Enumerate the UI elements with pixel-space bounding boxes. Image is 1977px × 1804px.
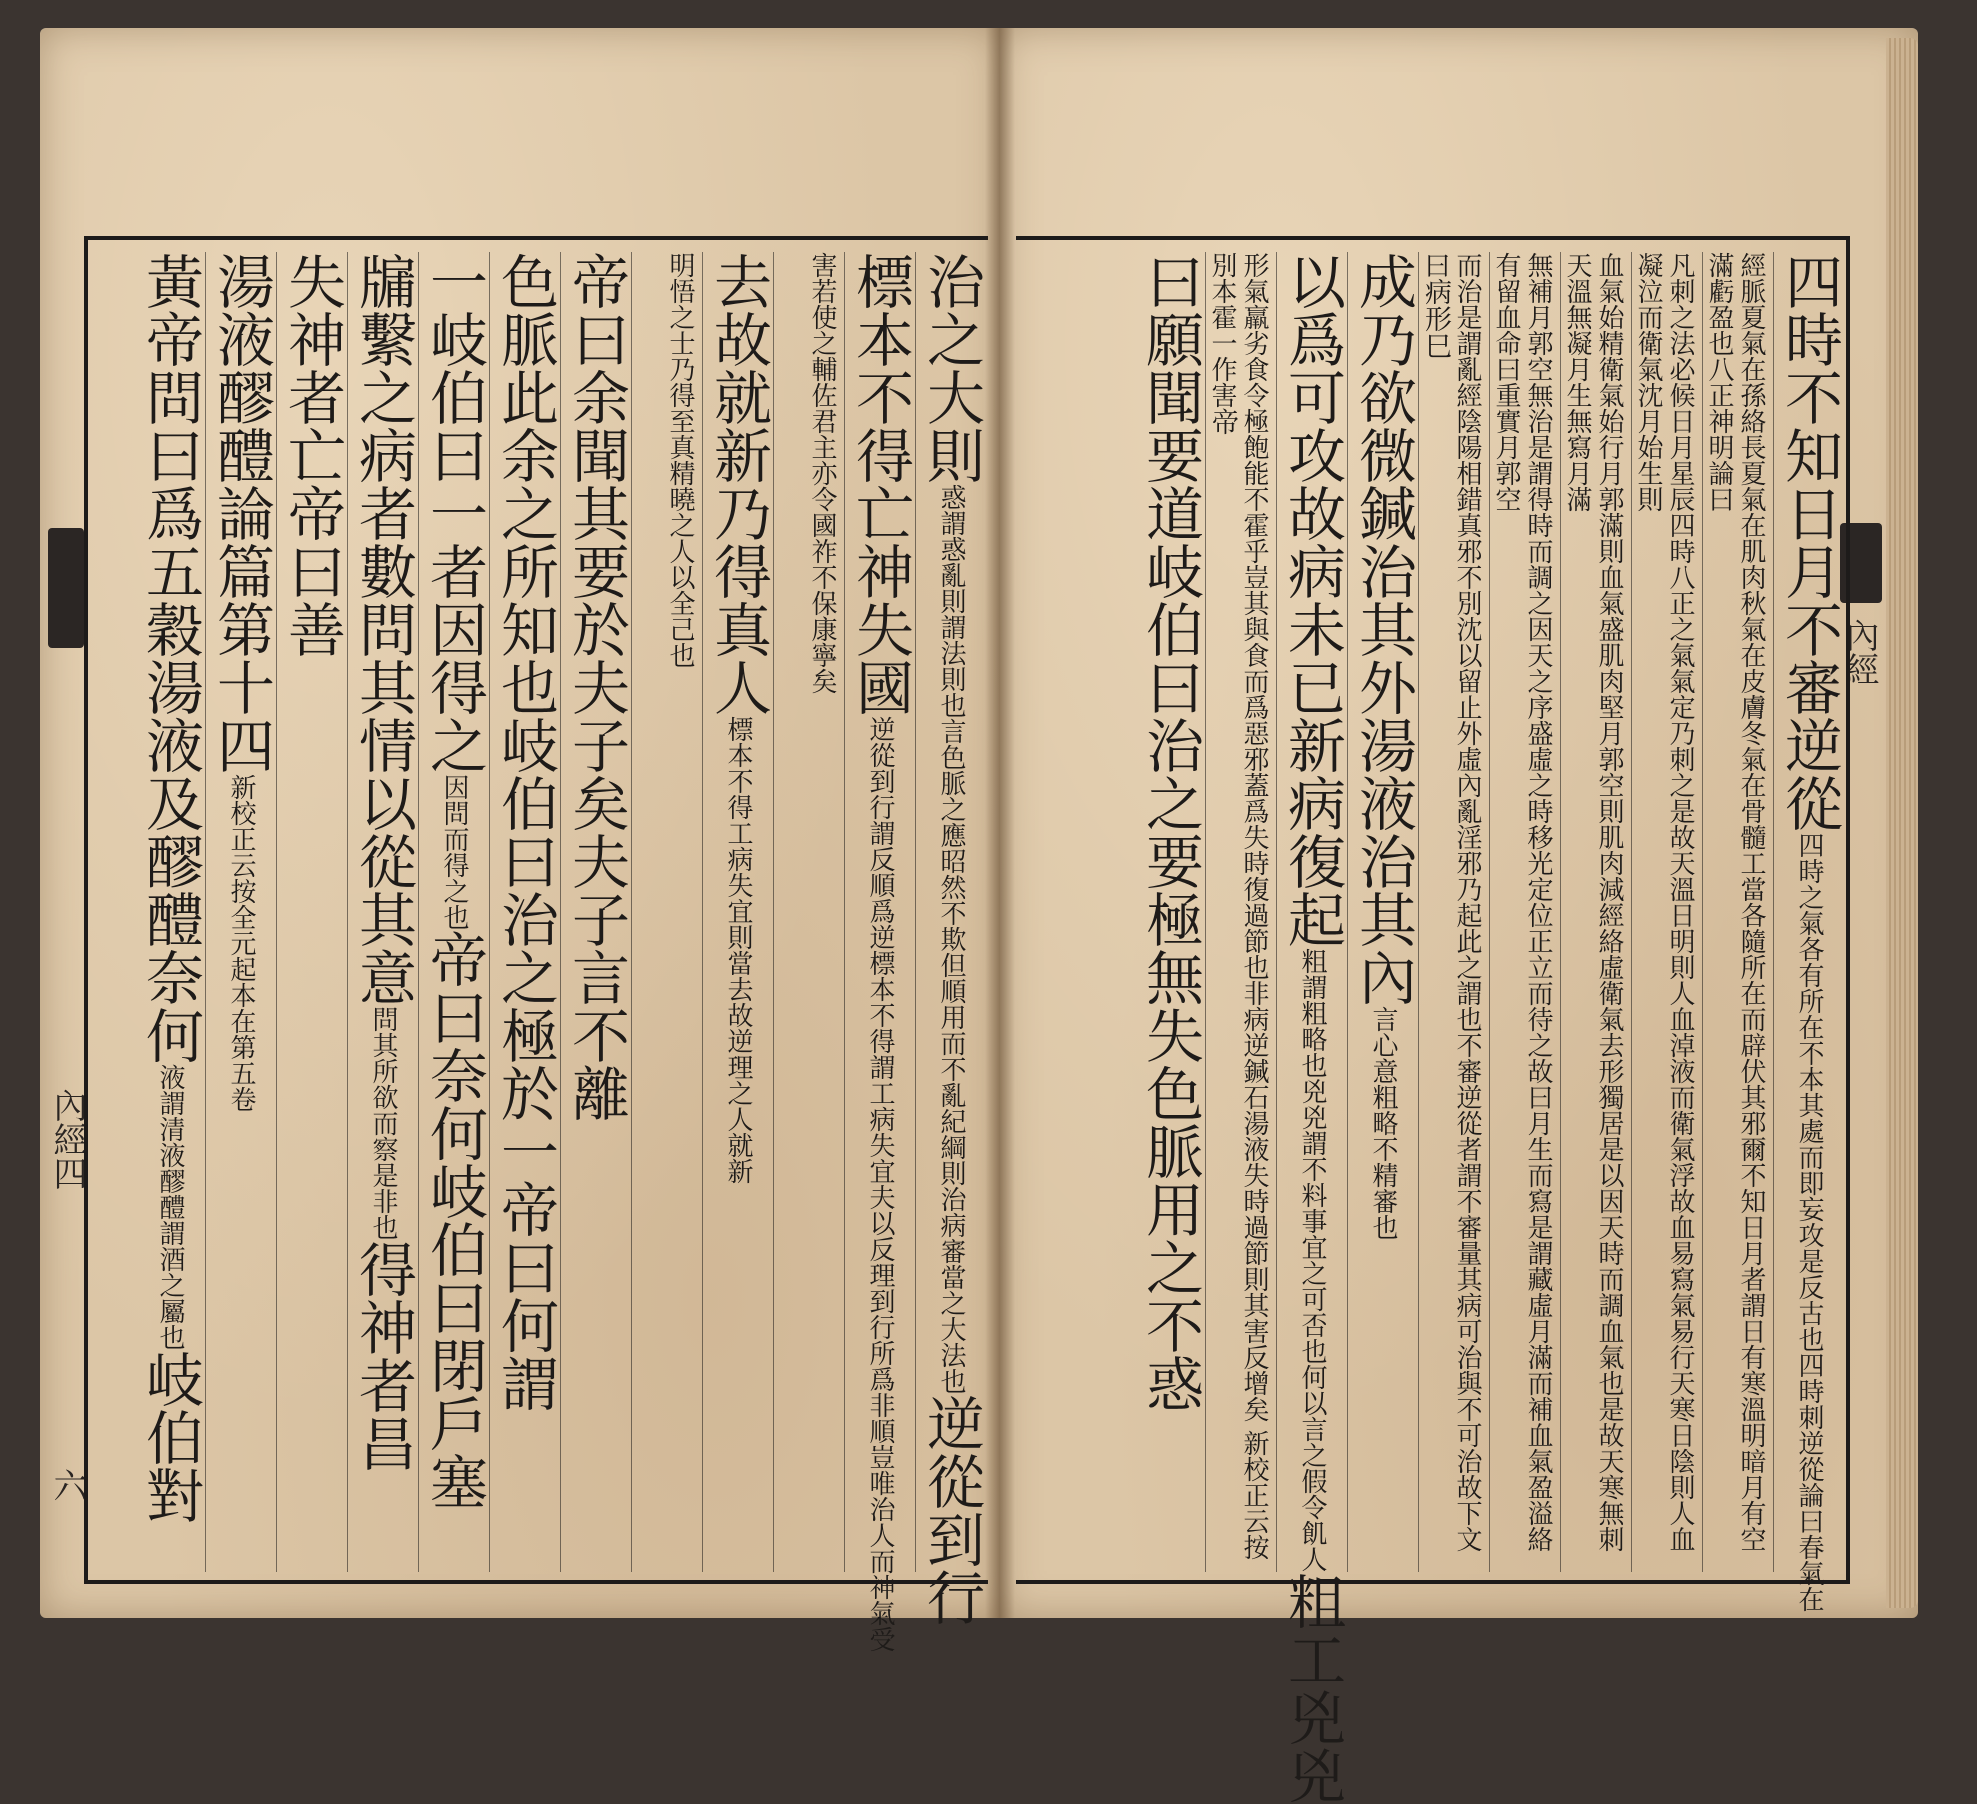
large-text: 去故就新乃得真人 xyxy=(704,252,772,716)
right-page xyxy=(1000,28,1918,1804)
right-text-frame xyxy=(1016,236,1850,1804)
right-column-2 xyxy=(1702,252,1769,1572)
right-column-4 xyxy=(1560,252,1627,1572)
inline-large-text: 粗工兇兇 xyxy=(1278,1572,1346,1804)
large-text-tail: 岐伯對 xyxy=(136,1350,204,1524)
right-column-1 xyxy=(1773,252,1843,1612)
commentary-text: 害若使之輔佐君主亦令國祚不保康寧矣 xyxy=(807,252,837,694)
commentary-text: 問其所欲而察是非也 xyxy=(368,1006,398,1240)
large-text: 色脈此余之所知也岐伯曰治之極於一帝曰何謂 xyxy=(491,252,559,1412)
left-text-columns xyxy=(135,252,985,1652)
left-column-8 xyxy=(418,252,488,1572)
page-block-edge xyxy=(1886,38,1918,1608)
left-page-margin-label: 內經四 xyxy=(47,1088,87,1190)
large-text: 帝曰余聞其要於夫子矣夫子言不離 xyxy=(562,252,630,1122)
commentary-text: 無補月郭空無治是謂得時而調之因天之序盛虛之時移光定位正立而待之故曰月生而寫是謂藏虛月滿而補血氣盈溢絡有留血命曰重實月郭空 xyxy=(1491,252,1553,1552)
left-text-frame xyxy=(84,236,988,1652)
large-text-tail: 逆從到行 xyxy=(917,1394,985,1626)
large-text: 曰願聞要道岐伯曰治之要極無失色脈用之不惑 xyxy=(1136,252,1204,1412)
left-column-6 xyxy=(560,252,630,1572)
large-text: 四時不知日月不審逆從 xyxy=(1775,252,1843,832)
large-text: 黃帝問曰爲五穀湯液及醪醴奈何 xyxy=(136,252,204,1064)
left-column-1 xyxy=(915,252,985,1626)
commentary-text: 粗謂粗略也兇兇謂不料事宜之可否也何以言之假令飢人 xyxy=(1297,948,1327,1572)
commentary-text: 因問而得之也 xyxy=(439,774,469,930)
right-text-columns xyxy=(1135,252,1843,1804)
left-page xyxy=(40,28,1000,1652)
left-column-9 xyxy=(347,252,417,1572)
left-page-number: 六 xyxy=(47,1468,87,1502)
large-text: 牖繫之病者數問其情以從其意 xyxy=(349,252,417,1006)
right-column-5 xyxy=(1489,252,1556,1572)
inline-large-text: 病形巳 xyxy=(1420,278,1451,359)
right-column-9 xyxy=(1205,252,1272,1572)
large-text: 治之大則 xyxy=(917,252,985,484)
commentary-text: 標本不得工病失宜則當去故逆理之人就新 xyxy=(723,716,753,1184)
large-text: 標本不得亡神失國 xyxy=(846,252,914,716)
large-text: 成乃欲微鍼治其外湯液治其內 xyxy=(1349,252,1417,1006)
commentary-text: 四時之氣各有所在不本其處而即妄攻是反古也四時刺逆從論曰春氣在 xyxy=(1794,832,1824,1612)
commentary-text: 血氣始精衛氣始行月郭滿則血氣盛肌肉堅月郭空則肌肉減經絡虛衛氣去形獨居是以因天時而調血氣也是故天寒無刺天溫無凝月生無寫月滿 xyxy=(1562,252,1624,1552)
open-book xyxy=(40,28,1940,1804)
commentary-text: 言心意粗略不精審也 xyxy=(1368,1006,1398,1240)
inline-large-text: 帝 xyxy=(1207,408,1238,435)
right-column-10 xyxy=(1135,252,1204,1572)
commentary-text: 液謂清液醪醴謂酒之屬也 xyxy=(155,1064,185,1350)
left-column-4 xyxy=(702,252,772,1572)
commentary-text: 凡刺之法必候日月星辰四時八正之氣氣定乃刺之是故天溫日明則人血淖液而衛氣浮故血易寫氣易行天寒日陰則人血凝泣而衛氣沈月始生則 xyxy=(1633,252,1695,1552)
left-column-5 xyxy=(631,252,698,1572)
commentary-text: 而治是謂亂經陰陽相錯真邪不別沈以留止外虛內亂淫邪乃起此之謂也不審逆從者謂不審量其病可治與不可治故下文曰 xyxy=(1420,252,1482,1552)
commentary-text: 惑謂惑亂則謂法則也言色脈之應昭然不欺但順用而不亂紀綱則治病審當之大法也 xyxy=(936,484,966,1394)
large-text: 以爲可攻故病未已新病復起 xyxy=(1278,252,1346,948)
left-column-2 xyxy=(844,252,914,1652)
commentary-text: 逆從到行謂反順爲逆標本不得謂工病失宜夫以反理到行所爲非順豈唯治人而神氣受 xyxy=(865,716,895,1652)
left-column-3 xyxy=(773,252,840,1572)
right-page-margin-label: 內經 xyxy=(1839,618,1879,686)
commentary-text: 新校正云按全元起本在第五卷 xyxy=(226,774,256,1112)
right-column-8 xyxy=(1276,252,1346,1804)
large-text: 一岐伯曰一者因得之 xyxy=(420,252,488,774)
book-gutter xyxy=(985,28,1015,1618)
right-column-7 xyxy=(1347,252,1417,1572)
large-text-tail: 帝曰奈何岐伯曰閉戶塞 xyxy=(420,930,488,1510)
right-column-6 xyxy=(1418,252,1485,1572)
left-column-10 xyxy=(276,252,346,1572)
left-column-11 xyxy=(205,252,275,1572)
commentary-text: 明悟之士乃得至真精曉之人以全己也 xyxy=(665,252,695,668)
large-text-tail: 得神者昌 xyxy=(349,1240,417,1472)
right-column-3 xyxy=(1631,252,1698,1572)
large-text: 失神者亡帝曰善 xyxy=(278,252,346,658)
large-text: 湯液醪醴論篇第十四 xyxy=(207,252,275,774)
left-column-7 xyxy=(489,252,559,1572)
commentary-text: 經脈夏氣在孫絡長夏氣在肌肉秋氣在皮膚冬氣在骨髓工當各隨所在而辟伏其邪爾不知日月者謂日有寒溫明暗月有空滿虧盈也八正神明論曰 xyxy=(1704,252,1766,1552)
commentary-text: 形氣羸劣食令極飽能不霍乎豈其與食而爲惡邪蓋爲失時復過節也非病逆鍼石湯液失時過節則其害反增矣 新校正云按別本霍一作害 xyxy=(1207,252,1269,1561)
left-edge-tab-mark xyxy=(48,528,84,648)
left-column-12 xyxy=(135,252,204,1572)
